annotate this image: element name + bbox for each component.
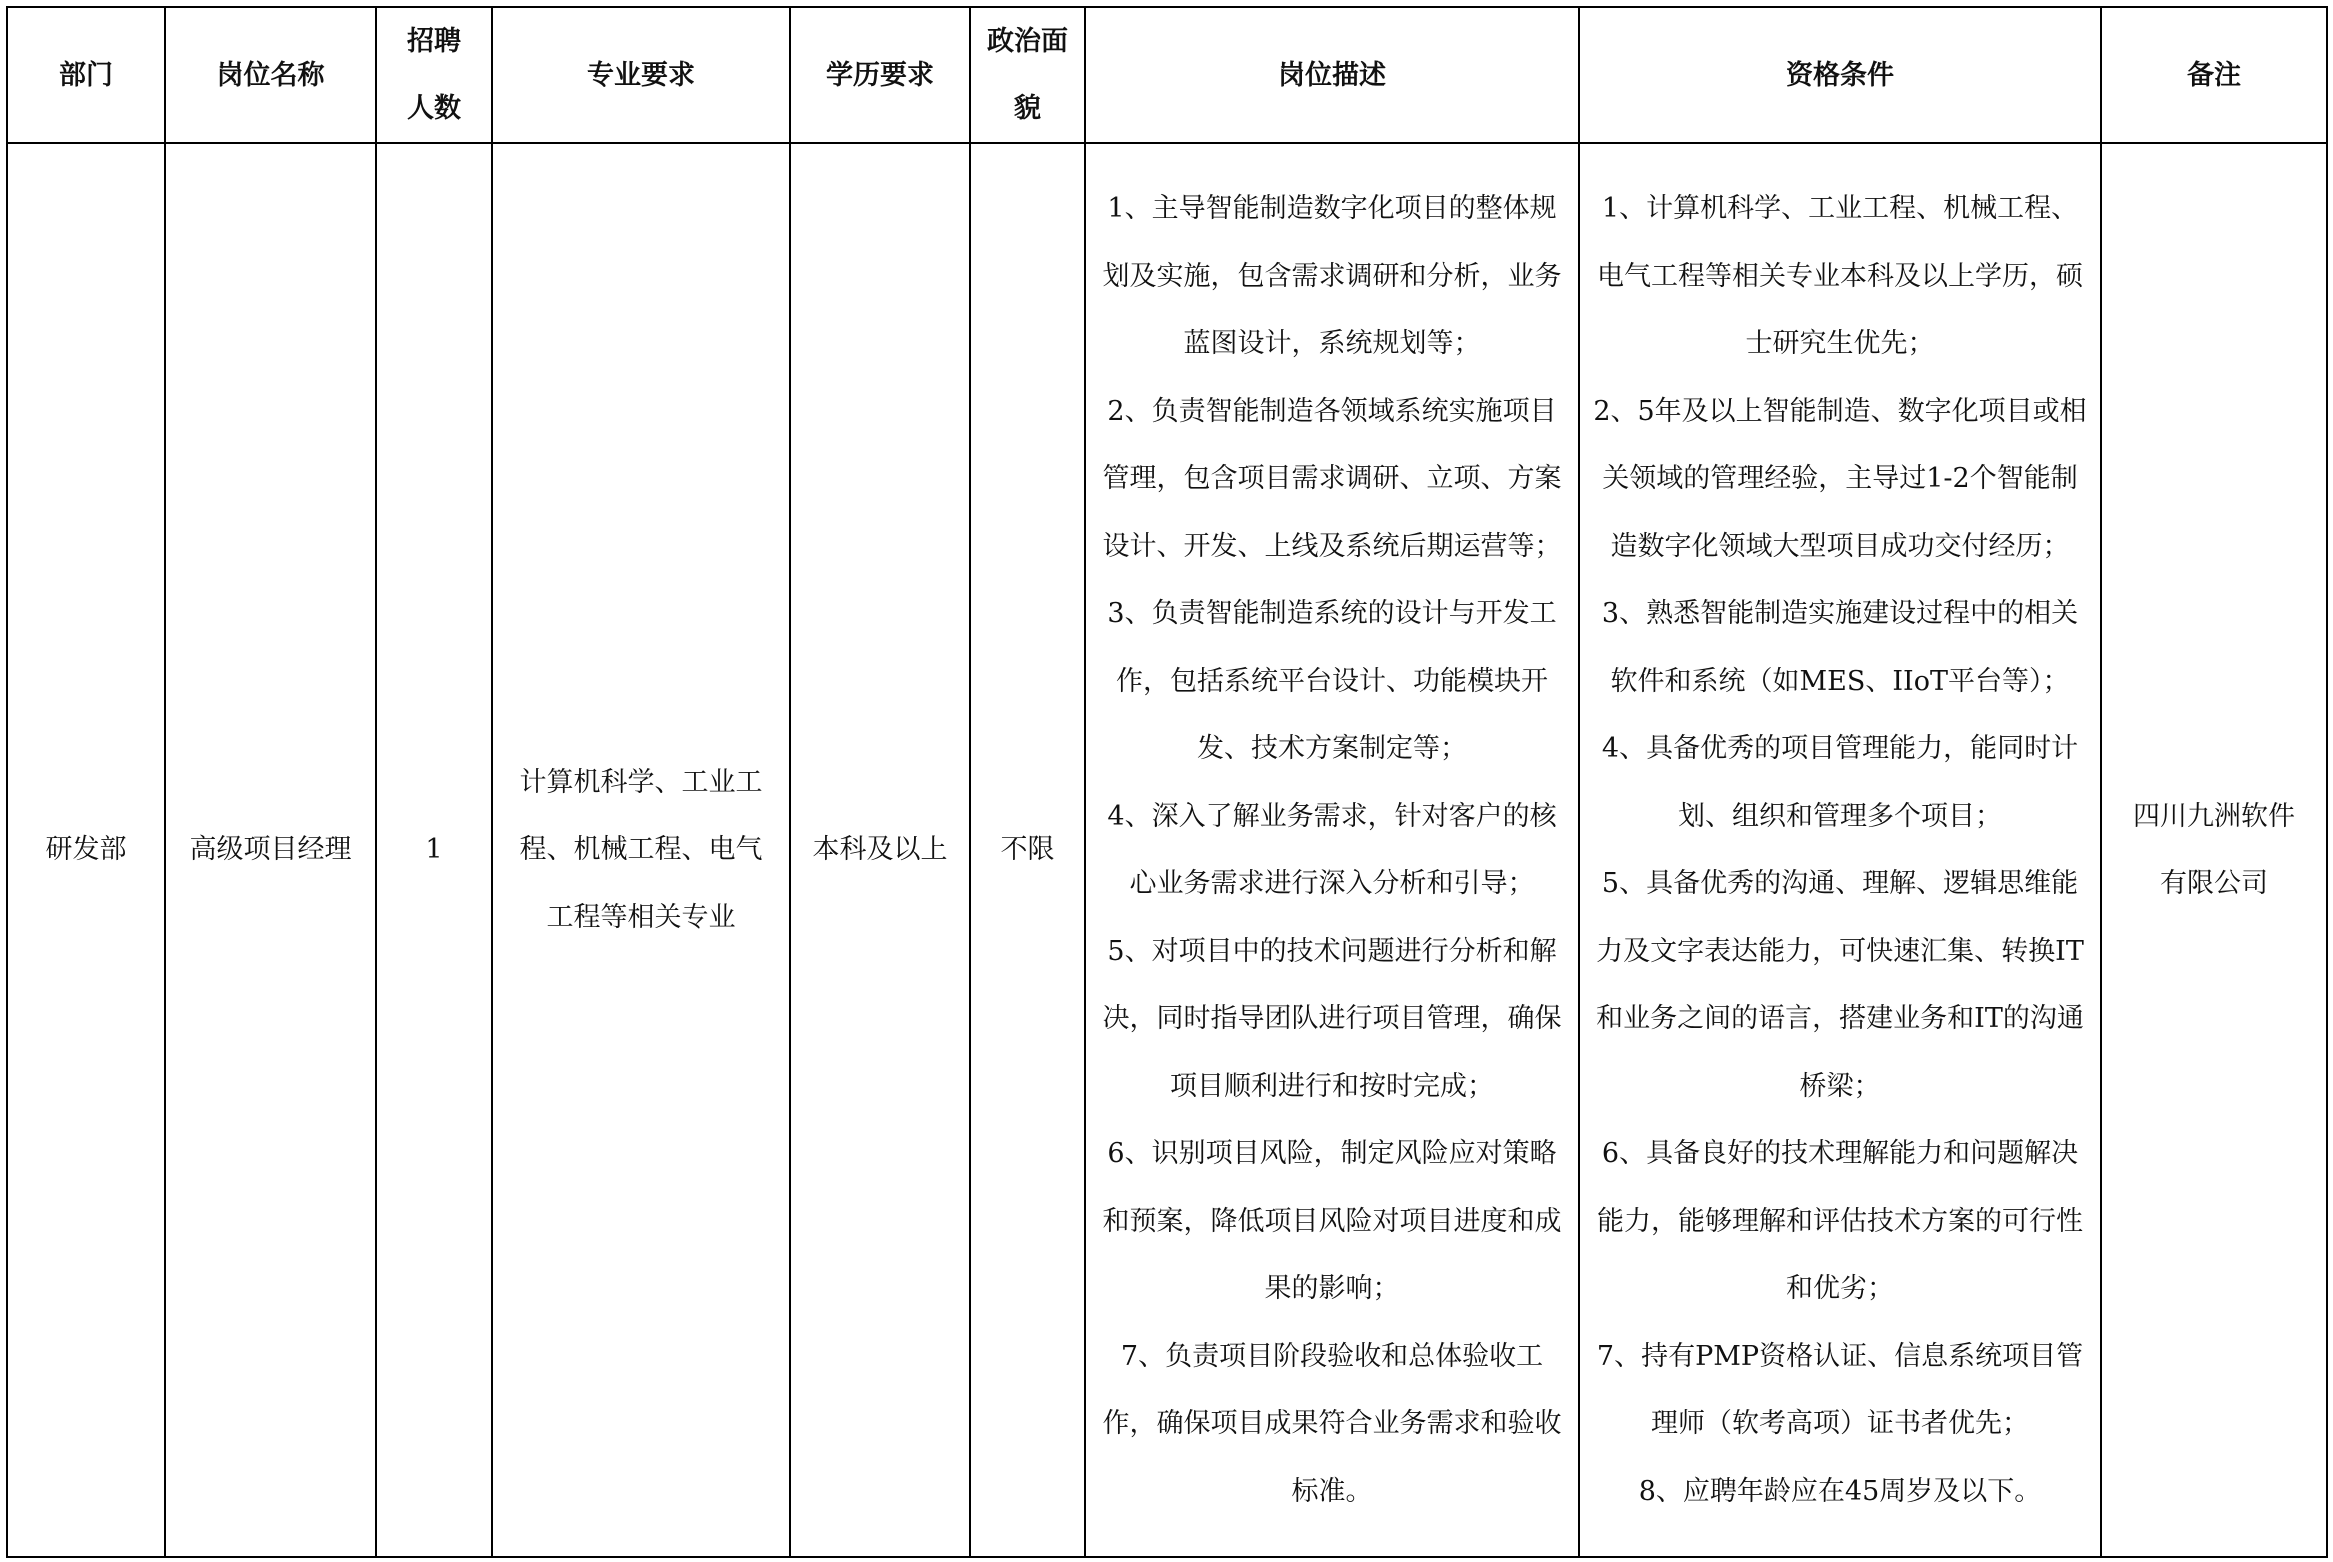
cell-description [1085, 143, 1579, 1557]
description-item: 6、识别项目风险，制定风险应对策略和预案，降低项目风险对项目进度和成果的影响； [1102, 1138, 1562, 1304]
header-education: 学历要求 [790, 7, 970, 143]
cell-qualifications [1579, 143, 2101, 1557]
qualification-item: 3、熟悉智能制造实施建设过程中的相关软件和系统（如MES、IIoT平台等）； [1601, 598, 2079, 697]
header-major: 专业要求 [492, 7, 790, 143]
cell-position: 高级项目经理 [165, 143, 376, 1557]
cell-political: 不限 [970, 143, 1085, 1557]
cell-major: 计算机科学、工业工程、机械工程、电气工程等相关专业 [492, 143, 790, 1557]
cell-remarks: 四川九洲软件有限公司 [2101, 143, 2327, 1557]
header-remarks: 备注 [2101, 7, 2327, 143]
qualification-item: 8、应聘年龄应在45周岁及以下。 [1638, 1475, 2042, 1507]
qualification-item: 4、具备优秀的项目管理能力，能同时计划、组织和管理多个项目； [1601, 733, 2079, 832]
table-row [7, 143, 2327, 1557]
header-qualifications: 资格条件 [1579, 7, 2101, 143]
description-item: 5、对项目中的技术问题进行分析和解决，同时指导团队进行项目管理，确保项目顺利进行和按时完成； [1102, 935, 1562, 1102]
qualification-item: 1、计算机科学、工业工程、机械工程、电气工程等相关专业本科及以上学历，硕士研究生优先； [1597, 193, 2083, 359]
job-table [6, 6, 2328, 1558]
description-item: 7、负责项目阶段验收和总体验收工作，确保项目成果符合业务需求和验收标准。 [1102, 1340, 1562, 1507]
cell-department: 研发部 [7, 143, 165, 1557]
header-row [7, 7, 2327, 143]
description-item: 3、负责智能制造系统的设计与开发工作，包括系统平台设计、功能模块开发、技术方案制定等； [1107, 598, 1557, 764]
qualification-item: 7、持有PMP资格认证、信息系统项目管理师（软考高项）证书者优先； [1596, 1340, 2084, 1439]
header-department: 部门 [7, 7, 165, 143]
header-position: 岗位名称 [165, 7, 376, 143]
description-item: 2、负责智能制造各领域系统实施项目管理，包含项目需求调研、立项、方案设计、开发、上线及系统后期运营等； [1102, 395, 1562, 562]
description-item: 1、主导智能制造数字化项目的整体规划及实施，包含需求调研和分析，业务蓝图设计，系统规划等； [1102, 193, 1562, 359]
qualification-item: 5、具备优秀的沟通、理解、逻辑思维能力及文字表达能力，可快速汇集、转换IT和业务之间的语言，搭建业务和IT的沟通桥梁； [1596, 868, 2084, 1102]
qualification-item: 2、5年及以上智能制造、数字化项目或相关领域的管理经验，主导过1-2个智能制造数字化领域大型项目成功交付经历； [1593, 395, 2087, 562]
header-description: 岗位描述 [1085, 7, 1579, 143]
description-item: 4、深入了解业务需求，针对客户的核心业务需求进行深入分析和引导； [1107, 800, 1557, 899]
header-political: 政治面貌 [970, 7, 1085, 143]
cell-count: 1 [376, 143, 492, 1557]
cell-education: 本科及以上 [790, 143, 970, 1557]
header-count: 招聘人数 [376, 7, 492, 143]
qualification-item: 6、具备良好的技术理解能力和问题解决能力，能够理解和评估技术方案的可行性和优劣； [1597, 1138, 2083, 1304]
